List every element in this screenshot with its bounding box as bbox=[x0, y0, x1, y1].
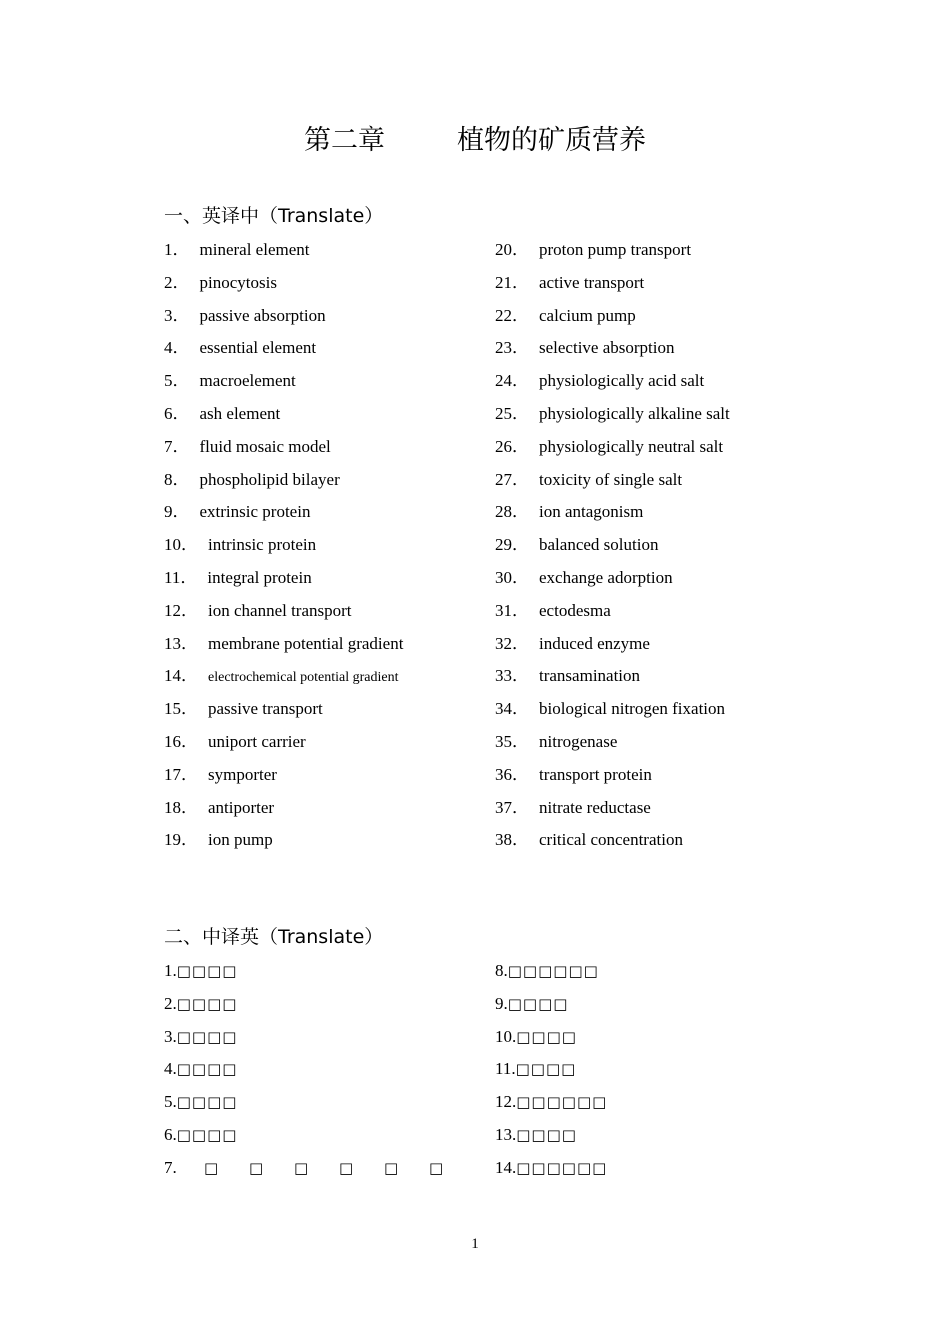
item-term: □□□□ bbox=[176, 1027, 238, 1046]
item-number: 26． bbox=[495, 436, 529, 456]
item-number: 14. bbox=[495, 1157, 517, 1177]
item-term: □□□□ bbox=[507, 994, 569, 1013]
list-item bbox=[495, 565, 730, 598]
list-item bbox=[495, 729, 730, 762]
list-item bbox=[495, 598, 730, 631]
list-item bbox=[495, 1089, 607, 1122]
item-number: 35． bbox=[495, 731, 529, 751]
list-item bbox=[164, 467, 403, 500]
item-number: 7. bbox=[164, 1157, 177, 1177]
item-character: □ bbox=[339, 1158, 354, 1177]
list-item bbox=[164, 1122, 474, 1155]
page-number: 1 bbox=[471, 1236, 479, 1252]
item-term: uniport carrier bbox=[208, 731, 306, 751]
list-item bbox=[495, 827, 730, 860]
list-item bbox=[164, 1056, 474, 1089]
section-heading-chinese-to-english: 二、中译英（Translate） bbox=[164, 926, 384, 948]
item-term: □□□□ bbox=[176, 962, 238, 980]
list-item bbox=[164, 991, 474, 1024]
item-term: toxicity of single salt bbox=[539, 469, 683, 489]
item-term: □□□□ bbox=[516, 1125, 577, 1144]
item-number: 7． bbox=[164, 436, 190, 456]
item-number: 3. bbox=[164, 1026, 177, 1046]
list-item bbox=[164, 696, 403, 729]
list-item bbox=[495, 467, 730, 500]
item-term: □□□□ bbox=[176, 1060, 238, 1079]
item-number: 3． bbox=[164, 305, 190, 325]
list-item bbox=[164, 663, 403, 696]
item-term: passive absorption bbox=[199, 305, 326, 325]
list-item bbox=[164, 1089, 474, 1122]
list-item bbox=[495, 335, 730, 368]
list-item bbox=[164, 335, 403, 368]
item-term: symporter bbox=[208, 764, 277, 784]
item-number: 19． bbox=[164, 830, 198, 850]
item-number: 18． bbox=[164, 797, 198, 817]
item-term: ion pump bbox=[208, 830, 273, 850]
item-number: 17． bbox=[164, 764, 198, 784]
chapter-number: 第二章 bbox=[304, 125, 385, 156]
item-term: macroelement bbox=[199, 371, 296, 391]
item-term: mineral element bbox=[199, 240, 310, 259]
list-item bbox=[164, 729, 403, 762]
list-item bbox=[164, 303, 403, 336]
item-term: integral protein bbox=[207, 567, 312, 587]
item-number: 16． bbox=[164, 731, 198, 751]
list-item bbox=[495, 434, 730, 467]
term-list-left bbox=[164, 958, 474, 1188]
term-list-left bbox=[164, 237, 403, 860]
item-term: proton pump transport bbox=[539, 240, 692, 259]
item-number: 24． bbox=[495, 371, 529, 391]
item-number: 1． bbox=[164, 240, 190, 259]
item-number: 31． bbox=[495, 600, 529, 620]
item-number: 9． bbox=[164, 502, 190, 522]
list-item bbox=[495, 1056, 607, 1089]
item-number: 2. bbox=[164, 993, 177, 1013]
list-item bbox=[495, 499, 730, 532]
item-number: 30． bbox=[495, 567, 529, 587]
item-number: 10． bbox=[164, 535, 198, 555]
item-term: physiologically acid salt bbox=[539, 371, 705, 391]
item-term: transamination bbox=[539, 666, 641, 686]
list-item bbox=[495, 631, 730, 664]
item-number: 13. bbox=[495, 1124, 517, 1144]
list-item bbox=[495, 663, 730, 696]
list-item bbox=[495, 1155, 607, 1188]
item-number: 5. bbox=[164, 1092, 177, 1112]
item-term: □□□□ bbox=[176, 1125, 238, 1144]
chapter-name: 植物的矿质营养 bbox=[457, 125, 646, 156]
item-number: 37． bbox=[495, 797, 529, 817]
list-item bbox=[164, 434, 403, 467]
item-number: 2． bbox=[164, 272, 190, 292]
item-term: ectodesma bbox=[539, 600, 611, 620]
list-item bbox=[495, 532, 730, 565]
item-number: 1. bbox=[164, 961, 177, 980]
list-item bbox=[495, 237, 730, 270]
item-number: 12． bbox=[164, 600, 198, 620]
item-term: fluid mosaic model bbox=[199, 436, 331, 456]
section-heading-english-to-chinese: 一、英译中（Translate） bbox=[164, 205, 384, 227]
item-number: 11． bbox=[164, 567, 198, 587]
item-term: extrinsic protein bbox=[199, 502, 311, 522]
list-item bbox=[164, 1024, 474, 1057]
list-item bbox=[164, 795, 403, 828]
list-item bbox=[164, 631, 403, 664]
item-number: 28． bbox=[495, 502, 529, 522]
item-term: calcium pump bbox=[539, 305, 636, 325]
item-term: nitrate reductase bbox=[539, 797, 651, 817]
list-item bbox=[164, 598, 403, 631]
item-term: biological nitrogen fixation bbox=[539, 699, 726, 719]
list-item bbox=[495, 1122, 607, 1155]
item-term: ash element bbox=[199, 403, 281, 423]
item-number: 6. bbox=[164, 1124, 177, 1144]
item-term: physiologically neutral salt bbox=[539, 436, 724, 456]
item-number: 32． bbox=[495, 633, 529, 653]
item-number: 8． bbox=[164, 469, 190, 489]
item-term: ion antagonism bbox=[539, 502, 644, 522]
item-character: □ bbox=[384, 1158, 399, 1177]
item-number: 34． bbox=[495, 699, 529, 719]
item-term: antiporter bbox=[208, 797, 275, 817]
item-character: □ bbox=[249, 1158, 264, 1177]
list-item bbox=[495, 991, 607, 1024]
item-term: transport protein bbox=[539, 764, 652, 784]
item-number: 27． bbox=[495, 469, 529, 489]
list-item bbox=[164, 958, 474, 991]
item-term: intrinsic protein bbox=[208, 535, 317, 555]
list-item bbox=[164, 565, 403, 598]
list-item bbox=[495, 368, 730, 401]
item-term: pinocytosis bbox=[199, 272, 277, 292]
list-item bbox=[164, 237, 403, 270]
list-item bbox=[495, 401, 730, 434]
list-item bbox=[164, 270, 403, 303]
item-number: 22． bbox=[495, 305, 529, 325]
item-number: 38． bbox=[495, 830, 529, 850]
item-term: selective absorption bbox=[539, 338, 675, 358]
item-term: electrochemical potential gradient bbox=[208, 670, 399, 686]
list-item bbox=[164, 532, 403, 565]
list-item bbox=[495, 1024, 607, 1057]
item-term: exchange adorption bbox=[539, 567, 673, 587]
item-number: 4. bbox=[164, 1059, 177, 1079]
list-item bbox=[495, 958, 607, 991]
list-item bbox=[164, 827, 403, 860]
item-term: □□□□ bbox=[176, 994, 238, 1013]
item-term: physiologically alkaline salt bbox=[539, 403, 730, 423]
list-item bbox=[164, 1155, 474, 1188]
item-term: nitrogenase bbox=[539, 731, 618, 751]
item-number: 33． bbox=[495, 666, 529, 686]
item-number: 23． bbox=[495, 338, 529, 358]
item-number: 20． bbox=[495, 240, 529, 259]
list-item bbox=[495, 303, 730, 336]
item-number: 14． bbox=[164, 666, 198, 686]
item-character: □ bbox=[294, 1158, 309, 1177]
item-number: 13． bbox=[164, 633, 198, 653]
item-term: □□□□□□ bbox=[516, 1093, 608, 1112]
item-term: ion channel transport bbox=[208, 600, 352, 620]
item-number: 11. bbox=[495, 1059, 516, 1079]
item-term: balanced solution bbox=[539, 535, 659, 555]
item-term: □□□□ bbox=[515, 1060, 577, 1079]
list-item bbox=[164, 401, 403, 434]
item-number: 5． bbox=[164, 371, 190, 391]
item-number: 8. bbox=[495, 961, 508, 980]
item-number: 12. bbox=[495, 1092, 517, 1112]
item-character: □ bbox=[204, 1158, 219, 1177]
item-number: 25． bbox=[495, 403, 529, 423]
list-item bbox=[164, 499, 403, 532]
term-list-right bbox=[495, 958, 607, 1188]
list-item bbox=[164, 762, 403, 795]
term-list-right bbox=[495, 237, 730, 860]
item-number: 36． bbox=[495, 764, 529, 784]
item-term: membrane potential gradient bbox=[208, 633, 404, 653]
item-number: 29． bbox=[495, 535, 529, 555]
item-term: □□□□□□ bbox=[516, 1158, 608, 1177]
list-item bbox=[164, 368, 403, 401]
item-number: 6． bbox=[164, 403, 190, 423]
item-term: □□□□ bbox=[176, 1093, 238, 1112]
item-number: 4． bbox=[164, 338, 190, 358]
chapter-title bbox=[0, 118, 950, 157]
item-term: critical concentration bbox=[539, 830, 683, 850]
item-number: 10. bbox=[495, 1026, 517, 1046]
list-item bbox=[495, 762, 730, 795]
item-term: active transport bbox=[539, 272, 645, 292]
list-item bbox=[495, 270, 730, 303]
item-term: passive transport bbox=[208, 699, 323, 719]
list-item bbox=[495, 795, 730, 828]
item-term: essential element bbox=[199, 338, 317, 358]
item-number: 15． bbox=[164, 699, 198, 719]
item-term: □□□□□□ bbox=[507, 962, 599, 980]
item-number: 21． bbox=[495, 272, 529, 292]
item-number: 9. bbox=[495, 993, 508, 1013]
item-term: phospholipid bilayer bbox=[199, 469, 340, 489]
item-term: □□□□ bbox=[516, 1027, 577, 1046]
item-term: induced enzyme bbox=[539, 633, 650, 653]
list-item bbox=[495, 696, 730, 729]
item-character: □ bbox=[429, 1158, 444, 1177]
